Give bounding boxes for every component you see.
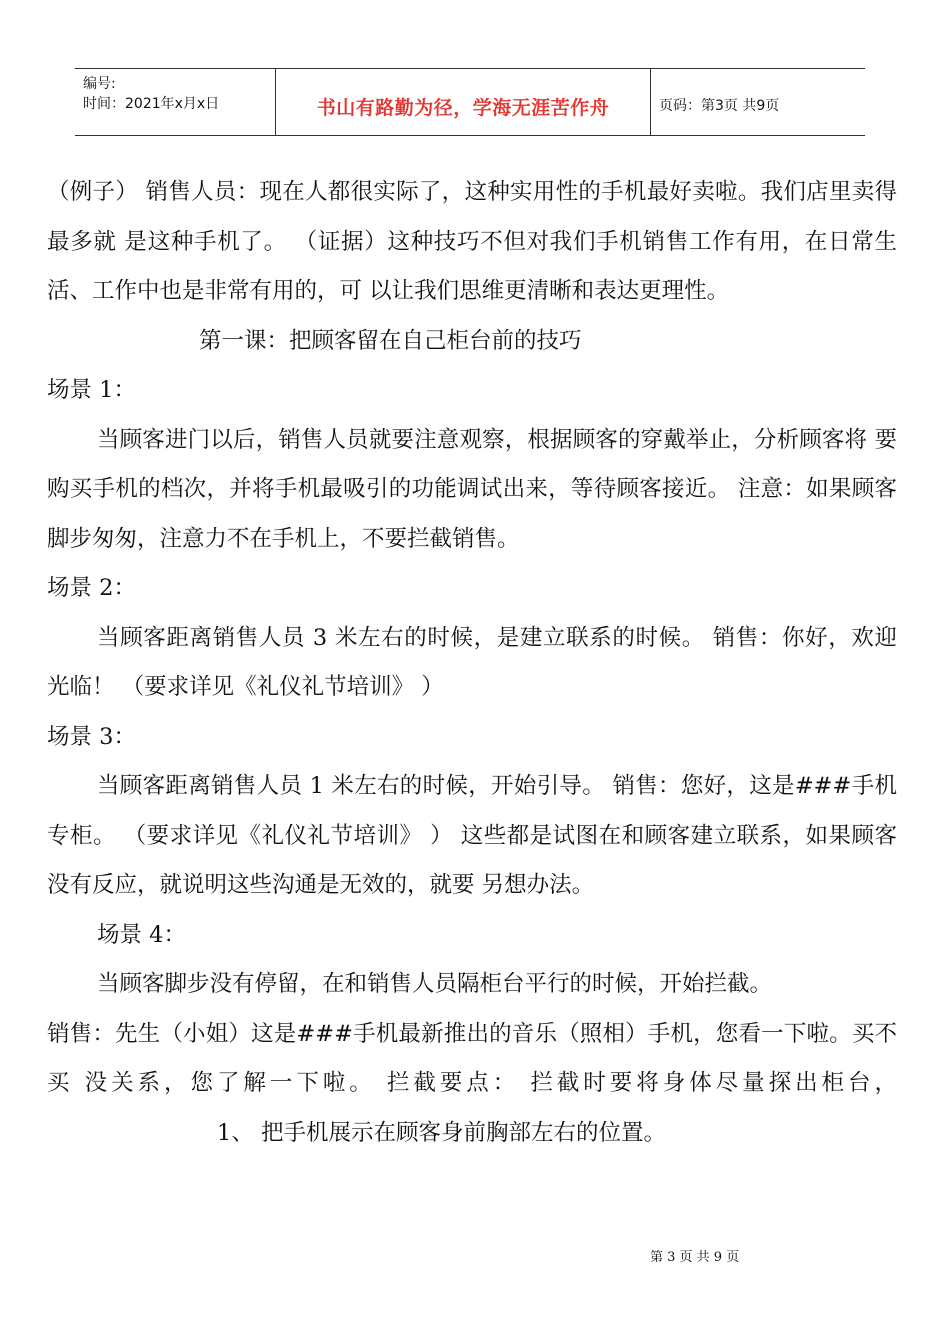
scene-4-label: 场景 4： — [97, 921, 186, 948]
header-page-label: 页码：第3页 共9页 — [659, 98, 780, 114]
intro-paragraph: （例子） 销售人员：现在人都很实际了，这种实用性的手机最好卖啦。我们店里卖得最多就 是这种手机了。 （证据）这种技巧不但对我们手机销售工作有用，在日常生活、工作中也是非常有用的，可 以让我们思维更清晰和表达更理性。 — [47, 179, 897, 304]
document-number-label: 编号: — [83, 76, 116, 92]
scene-1-label: 场景 1： — [47, 377, 136, 403]
header-middle-cell — [276, 69, 651, 135]
scene-4-point-1: 1、 把手机展示在顾客身前胸部左右的位置。 — [217, 1119, 666, 1146]
scene-4-sales-line: 销售：先生（小姐）这是###手机最新推出的音乐（照相）手机，您看一下啦。买不买 没关系，您了解一下啦。 拦截要点： 拦截时要将身体尽量探出柜台， — [47, 1020, 897, 1096]
header-motto: 书山有路勤为径，学海无涯苦作舟 — [316, 97, 610, 119]
scene-3-label: 场景 3： — [47, 723, 136, 750]
header-right-cell — [651, 69, 865, 135]
scene-3-text: 当顾客距离销售人员 1 米左右的时候，开始引导。 销售：您好，这是###手机专柜。 （要求详见《礼仪礼节培训》 ） 这些都是试图在和顾客建立联系，如果顾客没有反应，就说明这些沟通是无效的，就要 另想办法。 — [47, 773, 897, 898]
scene-4-sales-text — [47, 1010, 897, 1159]
document-time-label: 时间：2021年x月x日 — [83, 96, 220, 112]
header-table — [75, 68, 865, 136]
scene-2-text: 当顾客距离销售人员 3 米左右的时候，是建立联系的时候。 销售：你好，欢迎光临！ （要求详见《礼仪礼节培训》 ） — [47, 624, 897, 700]
scene-2-label: 场景 2： — [47, 575, 136, 601]
lesson-title: 第一课：把顾客留在自己柜台前的技巧 — [199, 327, 582, 354]
header-left-cell — [75, 69, 276, 135]
scene-4-text: 当顾客脚步没有停留，在和销售人员隔柜台平行的时候，开始拦截。 — [97, 971, 773, 997]
document-body — [47, 168, 897, 1158]
scene-1-text: 当顾客进门以后，销售人员就要注意观察，根据顾客的穿戴举止，分析顾客将 要购买手机的档次，并将手机最吸引的功能调试出来，等待顾客接近。 注意：如果顾客脚步匆匆，注意力不在手机上，不要拦截销售。 — [47, 426, 897, 552]
footer-page-number: 第 3 页 共 9 页 — [650, 1250, 740, 1265]
